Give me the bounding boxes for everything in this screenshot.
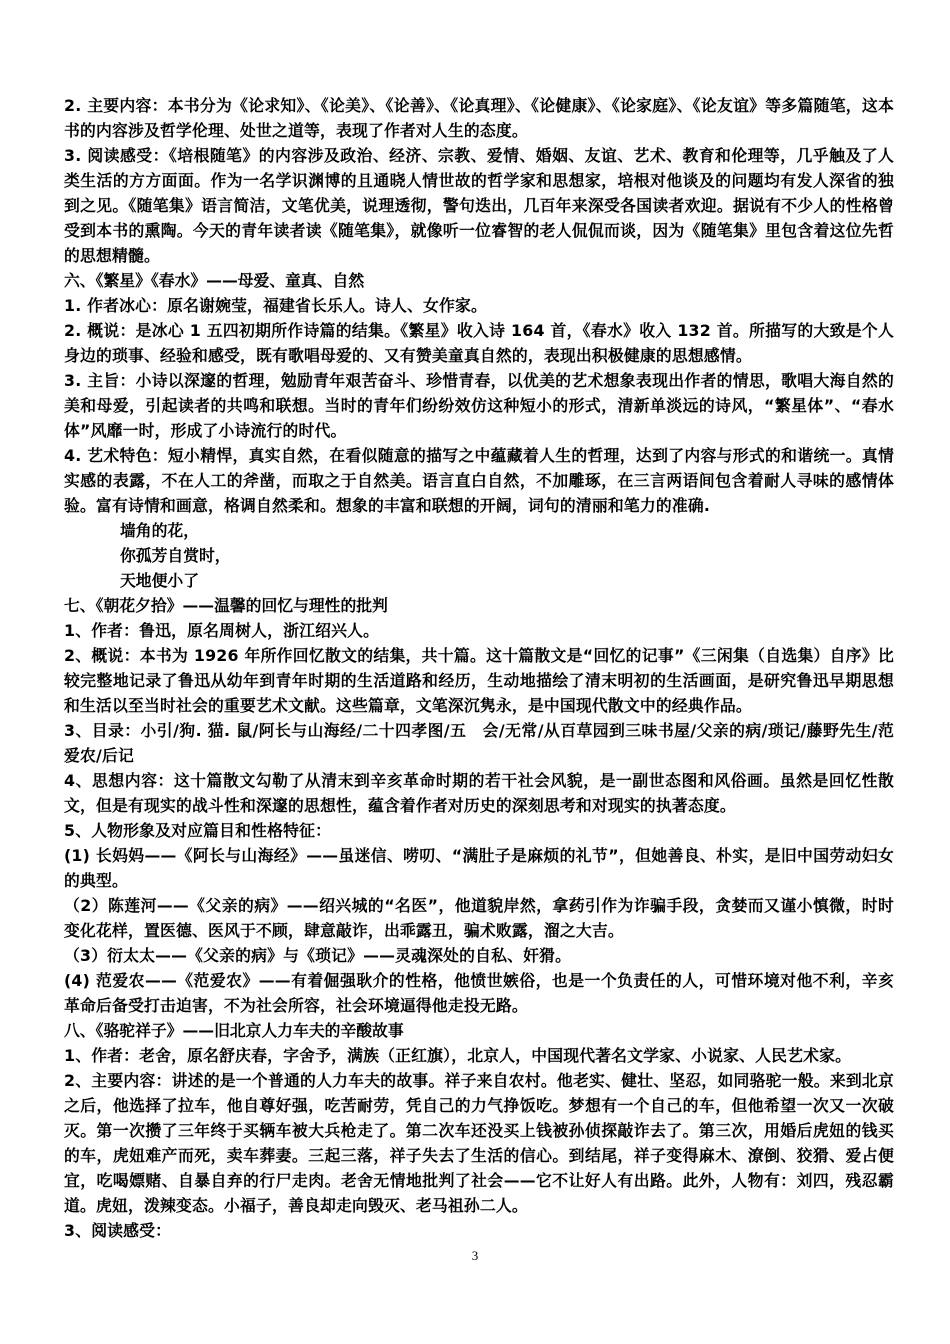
- paragraph-character-chenlianhe: （2）陈莲河——《父亲的病》——绍兴城的“名医”，他道貌岸然，拿药引作为诈骗手段，贪婪而又谨小慎微，时时变化花样，置医德、医风于不顾，肆意敲诈，出乖露丑，骗术败露，溜之大吉。: [64, 896, 894, 940]
- page-number: 3: [471, 1248, 479, 1263]
- paragraph-author-bingxin: 1. 作者冰心：原名谢婉莹，福建省长乐人。诗人、女作家。: [64, 296, 488, 315]
- poem-line: 你孤芳自赏时，: [120, 546, 231, 565]
- paragraph-main-content: 2. 主要内容：本书分为《论求知》、《论美》、《论善》、《论真理》、《论健康》、《论家庭》、《论友谊》等多篇随笔，这本书的内容涉及哲学伦理、处世之道等，表现了作者对人生的态度。: [64, 96, 894, 140]
- paragraph-ideas: 4、思想内容：这十篇散文勾勒了从清末到辛亥革命时期的若干社会风貌，是一副世态图和风俗画。虽然是回忆性散文，但是有现实的战斗性和深邃的思想性，蕴含着作者对历史的深刻思考和对现实的执著态度。: [64, 771, 894, 815]
- paragraph-overview-bingxin: 2. 概说：是冰心 1 五四初期所作诗篇的结集。《繁星》收入诗 164 首，《春水》收入 132 首。所描写的大致是个人身边的琐事、经验和感受，既有歌唱母爱的、又有赞美童真自然的，表现出积极健康的思想感情。: [64, 321, 894, 365]
- paragraph-author-luxun: 1、作者：鲁迅，原名周树人，浙江绍兴人。: [64, 621, 380, 640]
- section-heading-seven: 七、《朝花夕拾》——温馨的回忆与理性的批判: [64, 596, 388, 615]
- paragraph-reading-impression: 3. 阅读感受：《培根随笔》的内容涉及政治、经济、宗教、爱情、婚姻、友谊、艺术、教育和伦理等，几乎触及了人类生活的方方面面。作为一名学识渊博的且通晓人情世故的哲学家和思想家，培根对他谈及的问题均有发人深省的独到之见。《随笔集》语言简洁，文笔优美，说理透彻，警句迭出，几百年来深受各国读者欢迎。据说有不少人的性格曾受到本书的熏陶。今天的青年读者读《随笔集》，就像听一位睿智的老人侃侃而谈，因为《随笔集》里包含着这位先哲的思想精髓。: [64, 146, 894, 265]
- paragraph-reading-impression-xiangzi: 3、阅读感受：: [64, 1221, 172, 1240]
- section-heading-eight: 八、《骆驼祥子》——旧北京人力车夫的辛酸故事: [64, 1021, 404, 1040]
- paragraph-theme-bingxin: 3. 主旨：小诗以深邃的哲理，勉励青年艰苦奋斗、珍惜青春，以优美的艺术想象表现出作者的情思，歌唱大海自然的美和母爱，引起读者的共鸣和联想。当时的青年们纷纷效仿这种短小的形式，清新单淡远的诗风，“繁星体”、“春水体”风靡一时，形成了小诗流行的时代。: [64, 371, 894, 440]
- poem-line: 天地便小了: [120, 571, 199, 590]
- document-body: [64, 93, 894, 1243]
- paragraph-character-changmama: (1) 长妈妈——《阿长与山海经》——虽迷信、唠叨、“满肚子是麻烦的礼节”，但她善良、朴实，是旧中国劳动妇女的典型。: [64, 846, 894, 890]
- paragraph-art-features: 4. 艺术特色：短小精悍，真实自然，在看似随意的描写之中蕴藏着人生的哲理，达到了内容与形式的和谐统一。真情实感的表露，不在人工的斧凿，而取之于自然美。语言直白自然，不加雕琢，在三言两语间包含着耐人寻味的感情体验。富有诗情和画意，格调自然柔和。想象的丰富和联想的开阔，词句的清丽和笔力的准确.: [64, 446, 894, 515]
- paragraph-author-laoshe: 1、作者：老舍，原名舒庆春，字舍予，满族（正红旗），北京人，中国现代著名文学家、小说家、人民艺术家。: [64, 1046, 852, 1065]
- poem-block: [64, 518, 894, 593]
- paragraph-character-yantaitai: （3）衍太太——《父亲的病》与《琐记》——灵魂深处的自私、奸猾。: [64, 946, 572, 965]
- paragraph-character-fanainong: (4) 范爱农——《范爱农》——有着倔强耿介的性格，他愤世嫉俗，也是一个负责任的人，可惜环境对他不利，辛亥革命后备受打击迫害，不为社会所容，社会环境逼得他走投无路。: [64, 971, 894, 1015]
- paragraph-characters-intro: 5、人物形象及对应篇目和性格特征：: [64, 821, 332, 840]
- section-heading-six: 六、《繁星》《春水》——母爱、童真、自然: [64, 271, 365, 290]
- paragraph-overview-luxun: 2、概说：本书为 1926 年所作回忆散文的结集，共十篇。这十篇散文是“回忆的记事”《三闲集（自选集）自序》比较完整地记录了鲁迅从幼年到青年时期的生活道路和经历，生动地描绘了清末明初的生活画面，是研究鲁迅早期思想和生活以至当时社会的重要艺术文献。这些篇章，文笔深沉隽永，是中国现代散文中的经典作品。: [64, 646, 894, 715]
- paragraph-main-content-xiangzi: 2、主要内容：讲述的是一个普通的人力车夫的故事。祥子来自农村。他老实、健壮、坚忍，如同骆驼一般。来到北京之后，他选择了拉车，他自尊好强，吃苦耐劳，凭自己的力气挣饭吃。梦想有一个自己的车，但他希望一次又一次破灭。第一次攒了三年终于买辆车被大兵枪走了。第二次车还没买上钱被孙侦探敲诈去了。第三次，用婚后虎妞的钱买的车，虎妞难产而死，卖车葬妻。三起三落，祥子失去了生活的信心。到结尾，祥子变得麻木、潦倒、狡猾、爱占便宜，吃喝嫖赌、自暴自弃的行尸走肉。老舍无情地批判了社会——它不让好人有出路。此外，人物有：刘四，残忍霸道。虎妞，泼辣变态。小福子，善良却走向毁灭、老马祖孙二人。: [64, 1071, 894, 1215]
- paragraph-contents-list: 3、目录：小引/狗. 猫. 鼠/阿长与山海经/二十四孝图/五 会/无常/从百草园到三味书屋/父亲的病/琐记/藤野先生/范爱农/后记: [64, 721, 894, 765]
- poem-line: 墙角的花，: [120, 521, 199, 540]
